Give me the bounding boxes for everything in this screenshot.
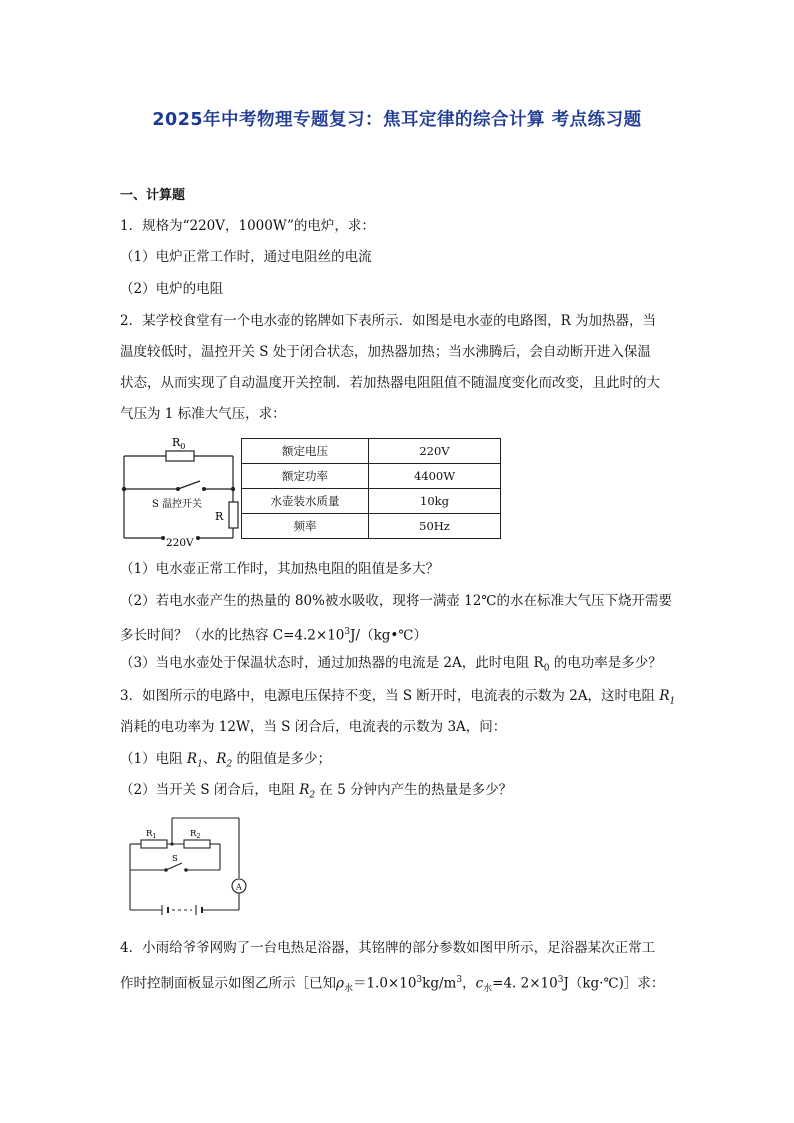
q2-spec-table [241, 438, 501, 539]
q3-part1-a: （1）电阻 [120, 751, 187, 767]
table-cell: 频率 [242, 514, 369, 539]
table-row [242, 439, 501, 464]
q2-circuit-diagram [118, 434, 242, 552]
q1-part1: （1）电炉正常工作时，通过电阻丝的电流 [120, 249, 372, 265]
resistor-r0 [166, 451, 194, 461]
q2-part2-line2 [120, 622, 680, 646]
q4-sup1: 3 [416, 975, 423, 985]
switch-blade [166, 863, 182, 870]
q4-rho-sub: 水 [343, 984, 353, 995]
q3-part1-b: 的阻值是多少； [232, 751, 331, 767]
ammeter-label: A [236, 882, 242, 892]
table-row [242, 489, 501, 514]
svg-text:R2 [190, 829, 201, 840]
svg-text:R0 [172, 436, 185, 451]
q4-text-e: =4. 2×10 [492, 975, 558, 992]
table-cell: 水壶装水质量 [242, 489, 369, 514]
voltage-label: 220V [166, 537, 194, 549]
table-row [242, 514, 501, 539]
table-cell: 10kg [369, 489, 501, 514]
q3-part2-r2-sub: 2 [309, 790, 316, 801]
r0-subscript: 0 [180, 442, 186, 451]
table-cell: 额定电压 [242, 439, 369, 464]
q2-part2-line1: （2）若电水壶产生的热量的 80%被水吸收，现将一满壶 12℃的水在标准大气压下烧开需要 [120, 593, 672, 609]
table-cell: 220V [369, 439, 501, 464]
q2-part2-line2-a: 多长时间？（水的比热容 C=4.2×10 [120, 627, 345, 644]
q3-part2-b: 在 5 分钟内产生的热量是多少？ [315, 782, 513, 798]
q3-part1-r2: R [216, 751, 227, 767]
r1-subscript: 1 [152, 832, 157, 840]
q2-part3-b: 的电功率是多少？ [549, 655, 662, 671]
r2-label: R [190, 829, 197, 839]
q4-text-a: 作时控制面板显示如图乙所示［已知 [120, 975, 336, 992]
q3-r1-sub: 1 [669, 696, 676, 707]
resistor-r [229, 502, 238, 528]
q2-stem-line2: 温度较低时，温控开关 S 处于闭合状态，加热器加热；当水沸腾后，会自动断开进入保温 [120, 344, 651, 360]
q1-part2: （2）电炉的电阻 [120, 281, 224, 297]
page-title: 2025年中考物理专题复习：焦耳定律的综合计算 考点练习题 [152, 110, 642, 130]
q2-part1: （1）电水壶正常工作时，其加热电阻的阻值是多大？ [120, 561, 440, 577]
section-heading: 一、计算题 [120, 188, 186, 203]
q3-part1-r1-sub: 1 [197, 759, 203, 770]
q2-part3-sub: 0 [543, 663, 550, 674]
q3-r1: R [659, 688, 670, 704]
r2-subscript: 2 [196, 832, 201, 840]
q3-stem-line1 [120, 686, 680, 712]
q2-part2-line2-b: J/（kg•℃） [350, 627, 427, 644]
q4-rho: ρ [336, 975, 344, 992]
resistor-r2 [184, 840, 210, 848]
q4-text-f: J（kg·℃)］求： [563, 975, 665, 992]
q3-part1-r1: R [186, 751, 198, 767]
switch-blade [178, 481, 200, 489]
q4-text-b: ＝1.0×10 [352, 975, 417, 992]
svg-text:R1 [146, 829, 157, 840]
q3-circuit-diagram [124, 814, 252, 918]
q4-stem-line1: 4．小雨给爷爷网购了一台电热足浴器，其铭牌的部分参数如图甲所示，足浴器某次正常工 [120, 940, 656, 956]
q4-sup3: 3 [557, 975, 564, 985]
q2-stem-line4: 气压为 1 标准大气压，求： [120, 406, 286, 422]
table-cell: 4400W [369, 464, 501, 489]
q3-part1-r2-sub: 2 [226, 759, 233, 770]
q2-stem-line1: 2．某学校食堂有一个电水壶的铭牌如下表所示．如图是电水壶的电路图，R 为加热器，当 [120, 313, 657, 329]
q3-stem-line1-text: 3．如图所示的电路中，电源电压保持不变，当 S 断开时，电流表的示数为 2A，这时电阻 [120, 688, 660, 704]
r0-label: R [172, 436, 181, 449]
q3-part2 [120, 780, 680, 806]
table-cell: 50Hz [369, 514, 501, 539]
q3-part2-a: （2）当开关 S 闭合后，电阻 [120, 782, 300, 798]
q4-c-sub: 水 [483, 984, 493, 995]
q3-part1-sep: 、 [202, 751, 217, 767]
q2-part2-sup: 3 [344, 627, 351, 637]
q2-part3-a: （3）当电水壶处于保温状态时，通过加热器的电流是 2A，此时电阻 R [120, 655, 544, 671]
q2-stem-line3: 状态，从而实现了自动温度开关控制．若加热器电阻阻值不随温度变化而改变，且此时的大 [120, 375, 660, 391]
q4-stem-line2 [120, 970, 680, 999]
r-label: R [215, 510, 224, 523]
q2-part3 [120, 653, 680, 679]
q4-text-d: ， [462, 975, 476, 992]
q4-text-c: kg/m [422, 975, 457, 992]
q4-sup2: 3 [456, 975, 463, 985]
q4-c: c [475, 975, 484, 992]
resistor-r1 [141, 840, 167, 848]
q3-stem-line2: 消耗的电功率为 12W，当 S 闭合后，电流表的示数为 3A，问： [120, 719, 507, 735]
q1-stem: 1．规格为“220V，1000W”的电炉，求： [120, 218, 375, 234]
q3-part2-r2: R [299, 782, 310, 798]
table-row [242, 464, 501, 489]
switch-label: S [172, 854, 178, 864]
switch-label: S 温控开关 [152, 499, 203, 510]
r1-label: R [146, 829, 153, 839]
table-cell: 额定功率 [242, 464, 369, 489]
q3-part1 [120, 749, 680, 775]
